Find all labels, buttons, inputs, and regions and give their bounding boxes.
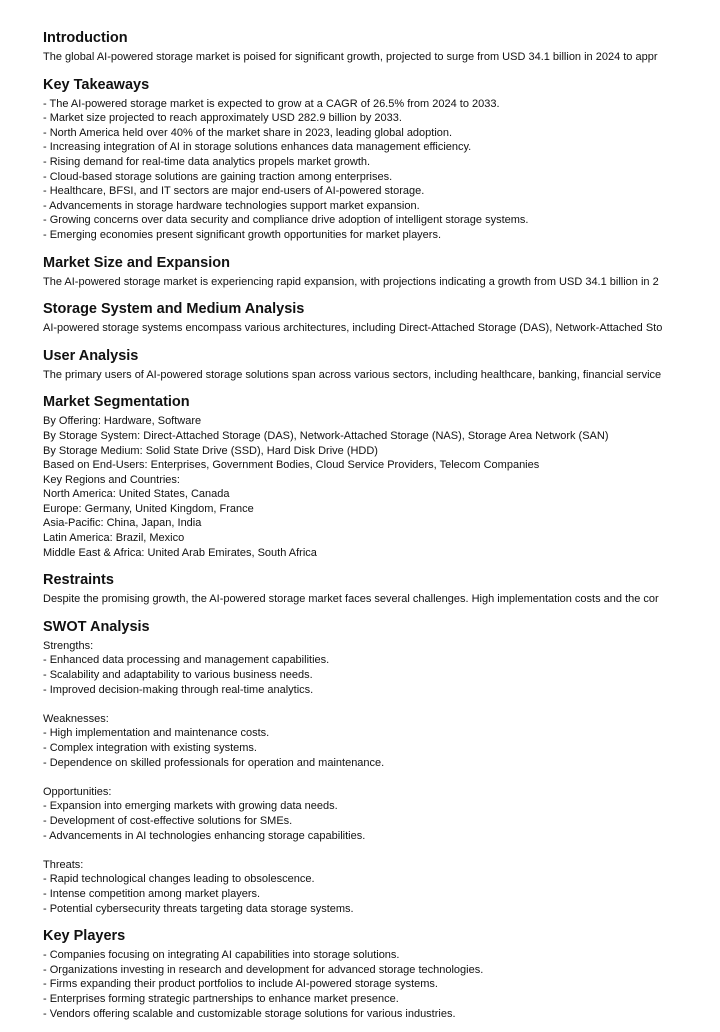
section-swot-analysis — [43, 618, 720, 916]
section-paragraph: The AI-powered storage market is experiencing rapid expansion, with projections indicating a growth from USD 34.1 billion in 2 — [43, 275, 659, 288]
text-line: - Development of cost-effective solutions for SMEs. — [43, 814, 293, 827]
text-line: - Complex integration with existing systems. — [43, 742, 257, 754]
text-line: Based on End-Users: Enterprises, Government Bodies, Cloud Service Providers, Telecom Companies — [43, 459, 540, 472]
text-line: Latin America: Brazil, Mexico — [43, 532, 185, 545]
section-lines — [43, 948, 720, 1021]
text-line: - Enhanced data processing and management capabilities. — [43, 654, 330, 667]
section-market-segmentation — [43, 393, 720, 560]
blank-line — [43, 843, 720, 858]
text-line: - Intense competition among market players. — [43, 887, 261, 900]
text-line: Key Regions and Countries: — [43, 473, 180, 486]
text-line: - North America held over 40% of the market share in 2023, leading global adoption. — [43, 126, 453, 139]
text-line: - Rapid technological changes leading to obsolescence. — [43, 873, 315, 886]
section-restraints — [43, 571, 720, 607]
text-line: Strengths: — [43, 639, 94, 652]
text-line: - Advancements in AI technologies enhancing storage capabilities. — [43, 829, 366, 842]
text-line: Weaknesses: — [43, 712, 109, 725]
section-key-takeaways — [43, 76, 720, 243]
blank-line — [43, 697, 720, 712]
text-line: Middle East & Africa: United Arab Emirates, South Africa — [43, 546, 317, 559]
section-introduction — [43, 29, 720, 65]
text-line: - Firms expanding their product portfolios to include AI-powered storage systems. — [43, 978, 438, 991]
text-line: Opportunities: — [43, 785, 112, 798]
text-line: - Healthcare, BFSI, and IT sectors are major end-users of AI-powered storage. — [43, 185, 425, 198]
text-line: Asia-Pacific: China, Japan, India — [43, 517, 202, 530]
section-paragraph: Despite the promising growth, the AI-powered storage market faces several challenges. High implementation costs and the cor — [43, 593, 659, 606]
section-heading: SWOT Analysis — [43, 618, 150, 635]
section-key-players — [43, 927, 720, 1021]
text-line: - Organizations investing in research and development for advanced storage technologies. — [43, 963, 484, 976]
text-line: - Improved decision-making through real-time analytics. — [43, 683, 314, 696]
section-heading: Restraints — [43, 572, 114, 589]
text-line: - Growing concerns over data security and compliance drive adoption of intelligent storage systems. — [43, 214, 529, 227]
text-line: - High implementation and maintenance costs. — [43, 727, 270, 740]
text-line: - Rising demand for real-time data analytics propels market growth. — [43, 155, 371, 168]
section-heading: Market Size and Expansion — [43, 254, 230, 271]
section-heading: Introduction — [43, 30, 128, 46]
section-lines — [43, 414, 720, 560]
section-lines — [43, 97, 720, 243]
blank-line — [43, 770, 720, 785]
text-line: - Potential cybersecurity threats targeting data storage systems. — [43, 902, 354, 915]
text-line: - The AI-powered storage market is expected to grow at a CAGR of 26.5% from 2024 to 2033. — [43, 97, 500, 110]
section-lines — [43, 639, 720, 916]
section-paragraph: The primary users of AI-powered storage solutions span across various sectors, including healthcare, banking, financial service — [43, 368, 662, 381]
text-line: By Offering: Hardware, Software — [43, 415, 202, 428]
document-page — [43, 29, 720, 1032]
text-line: Europe: Germany, United Kingdom, France — [43, 502, 254, 515]
text-line: North America: United States, Canada — [43, 488, 230, 501]
text-line: - Advancements in storage hardware technologies support market expansion. — [43, 199, 420, 212]
section-user-analysis — [43, 347, 720, 383]
text-line: - Dependence on skilled professionals for operation and maintenance. — [43, 756, 385, 769]
text-line: - Cloud-based storage solutions are gaining traction among enterprises. — [43, 170, 393, 183]
text-line: - Vendors offering scalable and customizable storage solutions for various industries. — [43, 1007, 456, 1020]
text-line: By Storage System: Direct-Attached Storage (DAS), Network-Attached Storage (NAS), Storage Area Network (SAN) — [43, 429, 609, 442]
text-line: - Companies focusing on integrating AI capabilities into storage solutions. — [43, 949, 400, 962]
text-line: - Market size projected to reach approximately USD 282.9 billion by 2033. — [43, 112, 402, 125]
text-line: - Increasing integration of AI in storage solutions enhances data management efficiency. — [43, 141, 472, 154]
section-heading: Storage System and Medium Analysis — [43, 301, 305, 318]
section-heading: Key Players — [43, 928, 126, 945]
section-storage-system — [43, 300, 720, 336]
section-paragraph: The global AI-powered storage market is poised for significant growth, projected to surge from USD 34.1 billion in 2024 to appr — [43, 51, 658, 63]
text-line: - Scalability and adaptability to various business needs. — [43, 669, 313, 682]
section-heading: User Analysis — [43, 347, 139, 364]
text-line: Threats: — [43, 858, 84, 871]
section-heading: Market Segmentation — [43, 394, 190, 411]
section-paragraph: AI-powered storage systems encompass various architectures, including Direct-Attached Storage (DAS), Network-Attached Sto — [43, 322, 663, 335]
section-market-size — [43, 254, 720, 290]
text-line: - Expansion into emerging markets with growing data needs. — [43, 800, 338, 813]
text-line: - Enterprises forming strategic partnerships to enhance market presence. — [43, 992, 399, 1005]
section-heading: Key Takeaways — [43, 76, 150, 93]
text-line: - Emerging economies present significant growth opportunities for market players. — [43, 228, 442, 241]
text-line: By Storage Medium: Solid State Drive (SSD), Hard Disk Drive (HDD) — [43, 444, 378, 457]
